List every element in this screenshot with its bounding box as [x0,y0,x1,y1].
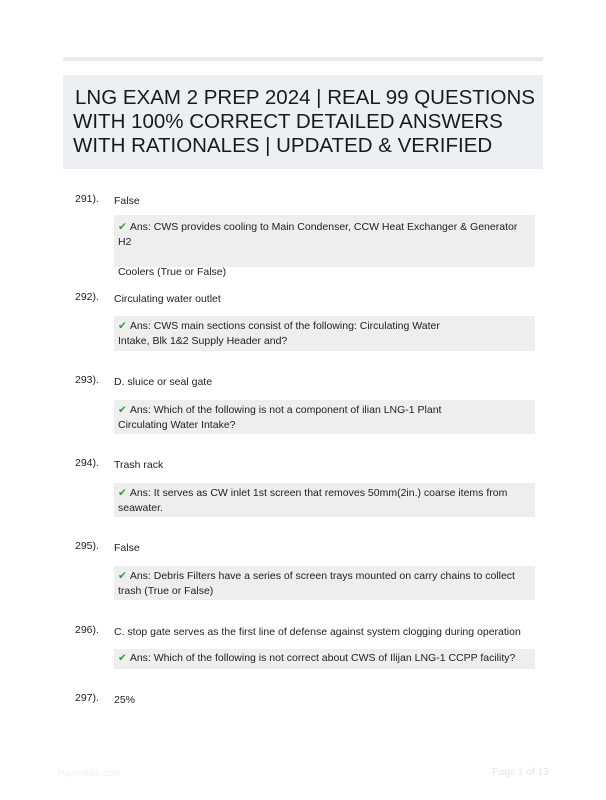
answer-text: Ans: Debris Filters have a series of screen trays mounted on carry chains to collect [129,570,515,582]
question-number: 296). [75,624,99,636]
answer-text: seawater. [118,502,163,514]
page-number: Page 1 of 13 [492,767,549,778]
check-icon: ✔ [118,487,127,499]
question-number: 295). [75,540,99,552]
question-text: C. stop gate serves as the first line of defense against system clogging during operation [114,626,521,638]
answer-text: Ans: CWS provides cooling to Main Condenser, CCW Heat Exchanger & Generator H2 [118,221,518,248]
answer-box [114,649,535,669]
title-box [63,75,543,169]
title-line: WITH 100% CORRECT DETAILED ANSWERS [73,110,503,133]
check-icon: ✔ [118,570,127,582]
footer-site: Papertblic.com [58,768,121,779]
question-number: 291). [75,193,99,205]
answer-text: Ans: CWS main sections consist of the following: Circulating Water [129,320,440,332]
title-line: WITH RATIONALES | UPDATED & VERIFIED [73,134,493,157]
check-icon: ✔ [118,404,127,416]
question-text: D. sluice or seal gate [114,376,213,388]
answer-box [114,483,535,517]
answer-box [114,566,535,600]
answer-text: Coolers (True or False) [118,266,227,278]
answer-text: Ans: It serves as CW inlet 1st screen that removes 50mm(2in.) coarse items from [129,487,508,499]
question-text: 25% [114,694,136,706]
answer-text: Ans: Which of the following is not a component of ilian LNG-1 Plant [129,404,442,416]
question-number: 292). [75,291,99,303]
question-number: 297). [75,692,99,704]
answer-text: Intake, Blk 1&2 Supply Header and? [118,335,288,347]
top-rule [63,57,543,61]
check-icon: ✔ [118,652,127,664]
question-number: 293). [75,374,99,386]
answer-box [114,316,535,351]
question-text: False [114,542,140,554]
check-icon: ✔ [118,221,127,233]
question-text: Circulating water outlet [114,293,221,305]
answer-box [114,400,535,434]
check-icon: ✔ [118,320,127,332]
answer-text: Circulating Water Intake? [118,419,236,431]
question-text: Trash rack [114,459,164,471]
title-line: LNG EXAM 2 PREP 2024 | REAL 99 QUESTIONS [75,86,535,109]
question-number: 294). [75,457,99,469]
question-text: False [114,195,140,207]
answer-text: trash (True or False) [118,585,214,597]
answer-box [114,215,535,278]
answer-text: Ans: Which of the following is not correct about CWS of Ilijan LNG-1 CCPP facility? [129,652,516,664]
